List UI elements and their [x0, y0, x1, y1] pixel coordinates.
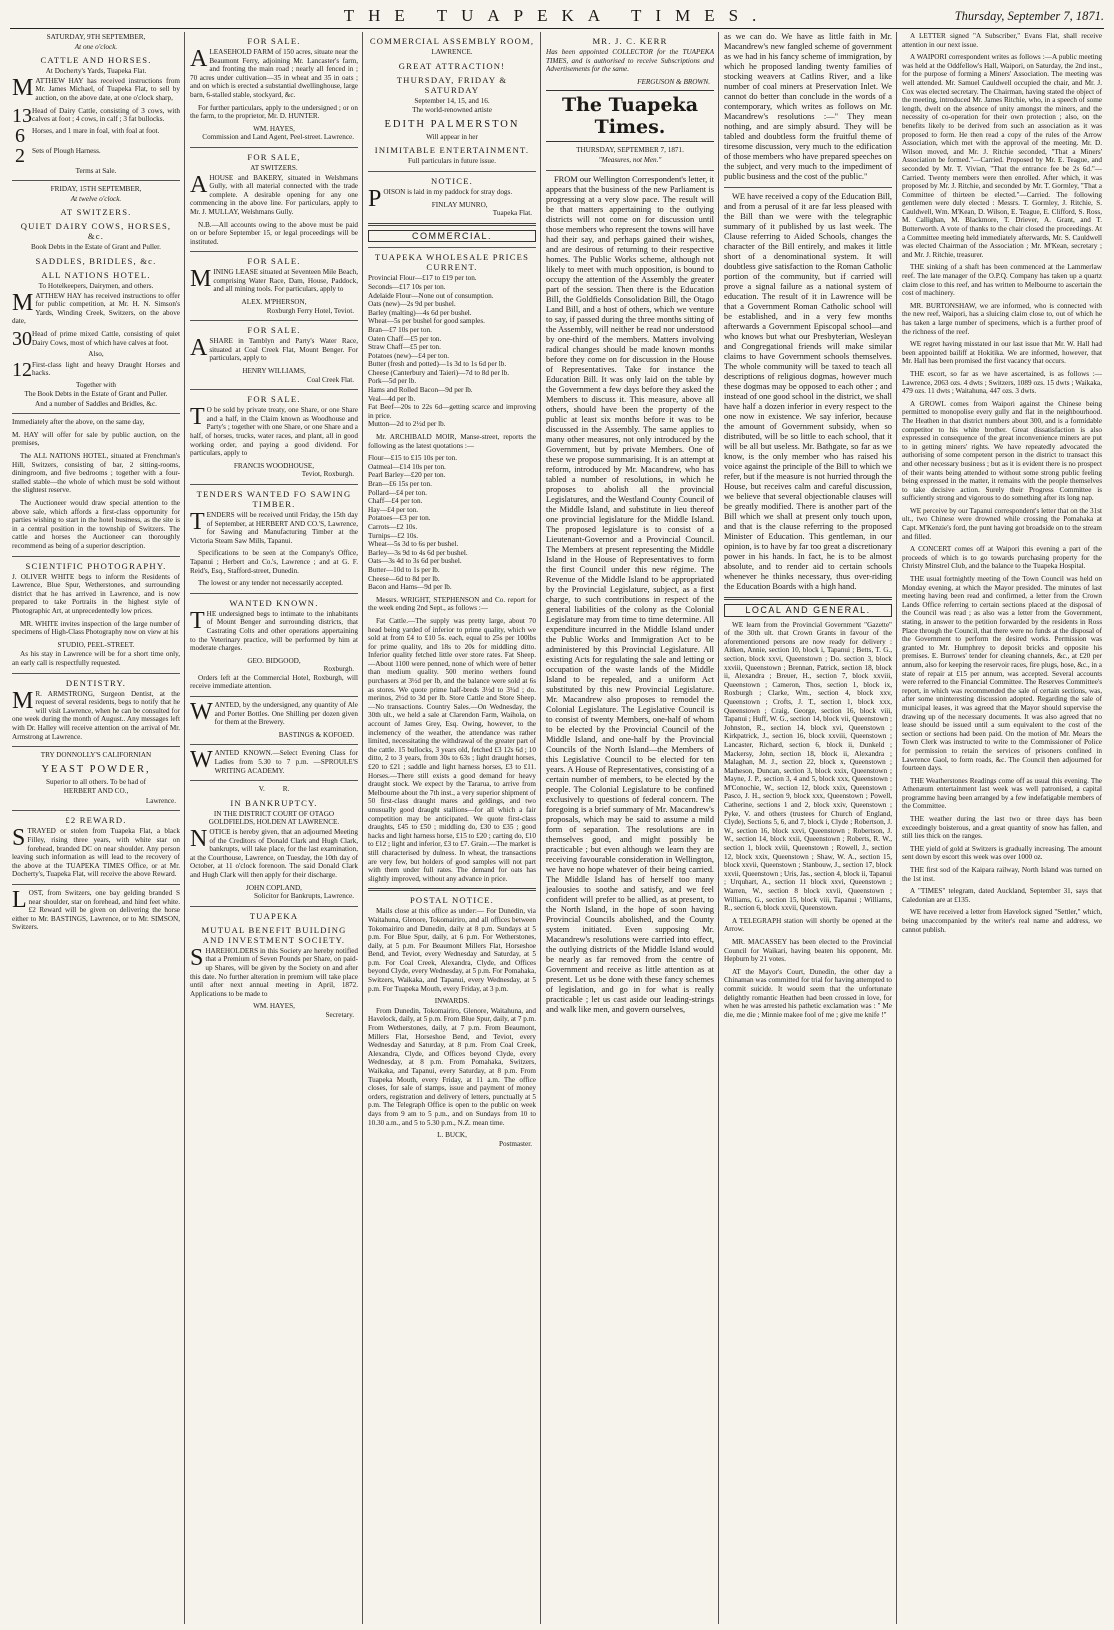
stock-report: Fat Cattle.—The supply was pretty large, about 70 head being yarded of inferior to prime quality, which we sold at from £4 to £10 5s. each, equal to 25s per 100lbs for prime quality, and 18s to 20s for middling ditto. Inferior quality fetched little over store rates. Fat Sheep.—About 1100 were penned, none of which were of better than medium quality. 500 merino wethers found purchasers at 3½d per lb, and the balance were sold at 6s as stores. We quote prime half-breds 3½d to 3¾d ; do. merinos, 2½d to 3d per lb. Store Cattle and Store Sheep.—No transactions. Country Sales.—On Wednesday, the 30th ult., we held a sale at Clarendon Farm, Waihola, on account of James Grey, Esq. Owing, however, to the inclemency of the weather, the attendance was rather limited, necessitating the withdrawal of the greater part of the cattle. 15 bullocks, 3 years old, fetched £3 12s 6d ; 10 ditto, 2 to 3 years, from 30s to 63s ; light draught horses, £20 to £21 ; saddle and light harness horses, £3 to £11. Horses.—There still exists a good demand for heavy draught stock. We expect by the Tararua, to arrive from Melbourne about the 7th inst., a very superior shipment of 50 first-class draught mares and geldings, and two unusually good draught stallions—for all which a fair competition may be anticipated. We quote first-class draughts, £45 to £50 ; middling do, £30 to £35 ; good hacks and light harness horse, £15 to £20 ; carting do, £10 to £12 ; light and inferior, £3 to £7. Grain.—The market is still characterised by dulness. In wheat, the transactions are very few, but holders of good samples will not part with them under full rates. The demand for oats has slightly improved, without any advance in price.	[368, 616, 536, 883]
ad-signature: FERGUSON & BROWN.	[637, 77, 710, 86]
ad-body: ALEASEHOLD FARM of 150 acres, situate near the Beaumont Ferry, adjoining Mr. Lancaster's farm, and fronting the main road ; nearly all fenced in ; 70 acres under cultivation—35 in wheat and 35 in oats ; and on which is erected a substantial dwellinghouse, large barn, 6-stalled stable, stockyard, &c.	[190, 46, 358, 99]
price-row: Turnips—£2 10s.	[368, 531, 419, 540]
divider	[12, 180, 180, 181]
column-rule	[896, 32, 897, 1624]
ad-body: Orders left at the Commercial Hotel, Roxburgh, will receive immediate attention.	[190, 673, 358, 691]
price-list	[368, 454, 536, 592]
tenders-ad	[190, 489, 358, 588]
assembly-room-ad	[368, 36, 536, 166]
poison-notice	[368, 176, 536, 218]
ad-body: SHAREHOLDERS in this Society are hereby notified that a Premium of Seven Pounds per Share, on paid-up Shares, will be given by the Society on and after this date. No further alteration in premium will take place until after next annual meeting in April, 1872. Applications to be made to	[190, 944, 358, 998]
ad-heading: FOR SALE.	[247, 325, 301, 336]
lost-horse-ad: LOST, from Switzers, one bay gelding branded S near shoulder, star on forehead, and hind feet white. £2 Reward will be given on delivering the horse either to Mr. BASTINGS, Lawrence, or to Mr. SIMSON, Switzers.	[12, 887, 180, 932]
ad-body: Full particulars in future issue.	[407, 157, 497, 166]
price-row: Adelaide Flour—None out of consumption.	[368, 291, 494, 300]
editorial-date: THURSDAY, SEPTEMBER 7, 1871.	[576, 146, 684, 155]
news-item: THE yield of gold at Switzers is gradually increasing. The amount sent down by escort this week was over 1000 oz.	[902, 844, 1102, 862]
price-row: Potatoes—£3 per ton.	[368, 514, 431, 523]
news-item: THE first sod of the Kaipara railway, North Island was turned on the 1st inst.	[902, 866, 1102, 883]
price-row: Potatoes (new)—£4 per ton.	[368, 351, 450, 360]
price-row: Wheat—5s 3d to 6s per bushel.	[368, 540, 459, 549]
news-item: THE sinking of a shaft has been commenced at the Lammerlaw reef. The late manager of the O.P.Q. Company has taken up a quartz claim close to this reef, and has written to Melbourne to ascertain the cost of machinery.	[902, 263, 1102, 298]
ad-heading: MUTUAL BENEFIT BUILDING AND INVESTMENT SOCIETY.	[201, 924, 347, 945]
auction-date: FRIDAY, 15TH SEPTEMBER,	[50, 185, 142, 194]
lot-number: 2	[15, 144, 25, 167]
divider	[12, 746, 180, 747]
news-item: A GROWL comes from Waipori against the Chinese being permitted to monopolise every gully and flat in the neighbourhood. The Heathen in that district numbers about 300, and is a formidable competitor to his white brother. Great dissatisfaction is also expressed in consequence of the great inconvenience miners are put to in getting miners' rights. We have repeatedly advocated the authorising of some competent person in the district to transact this and other necessary business ; but as it is evident there is no prospect of their wants being attended to without some strong public feeling being expressed in the matter, it remains with the people themselves to take decisive action. Surely their Progress Committee is sufficiently strong and vigorous to do something after its long nap.	[902, 399, 1102, 503]
editorial-continuation: as we can do. We have as little faith in Mr. Macandrew's new fangled scheme of government as we had in his fancy scheme of immigration, by which he proposed landing twenty families of stocking weavers at Catlins River, and a like number of coal miners at Preservation Inlet. We cannot do better than conclude in the words of a contemporary, which writes as follows on Mr. Macandrew's resolutions :—" They mean nothing, and are simply absurd. They will be tabled and doubtless form the fruitful theme of tiresome discussion, very much to the edification of those members who have prepared speeches on the subject, and very much to the impediment of public business and the cost of the public."	[724, 32, 892, 181]
section-heading-commercial: COMMERCIAL.	[368, 230, 536, 243]
ad-heading: COMMERCIAL ASSEMBLY ROOM,	[369, 36, 535, 46]
divider	[190, 906, 358, 907]
ad-signature: FINLAY MUNRO,	[431, 200, 488, 209]
auction-place: AT SWITZERS.	[60, 207, 132, 218]
auction-date: SATURDAY, 9TH SEPTEMBER,	[46, 33, 146, 41]
building-society-notice	[190, 911, 358, 1020]
column-rule	[540, 32, 541, 1624]
wanted-known-vet	[190, 598, 358, 691]
divider	[368, 247, 536, 248]
issue-date: Thursday, September 7, 1871.	[954, 9, 1104, 23]
photography-ad	[12, 561, 180, 668]
ad-body: For further particulars, apply to the undersigned ; or on the farm, to the proprietor, Mr. D. HUNTER.	[190, 103, 358, 121]
divider	[190, 593, 358, 594]
price-row: Oaten Chaff—£5 per ton.	[368, 334, 442, 343]
ad-body: WANTED, by the undersigned, any quantity of Ale and Porter Bottles. One Shilling per dozen given for them at the Brewery.	[190, 699, 358, 727]
wholesale-prices	[368, 252, 536, 883]
ad-heading: NOTICE.	[430, 175, 474, 186]
postal-notice	[368, 895, 536, 1148]
ad-signature-detail: Commission and Land Agent, Peel-street. Lawrence.	[202, 133, 354, 142]
ad-body: TO be sold by private treaty, one Share, or one Share and a half, in the Claim known as Woodhouse and Party's ; together with one Share, or one Share and a half, of horses, trucks, water races, and plant, all in good working order, and paying a good dividend. For particulars, apply to	[190, 404, 358, 458]
price-row: Fat Beef—20s to 22s 6d—getting scarce and improving in price.	[368, 403, 536, 420]
ad-body: MINING LEASE situated at Seventeen Mile Beach, comprising Water Race, Dam, House, Paddock, and all mining tools. For particulars, apply to	[190, 266, 358, 294]
ad-heading: DENTISTRY.	[65, 677, 127, 688]
royal-cipher: V. R.	[258, 785, 290, 794]
divider	[190, 389, 358, 390]
price-row: Oats (new)—2s 9d per bushel.	[368, 300, 456, 309]
price-row: Mutton—2d to 2½d per lb.	[368, 420, 446, 429]
price-row: Barley (malting)—4s 6d per bushel.	[368, 308, 472, 317]
price-row: Bran—£6 15s per ton.	[368, 480, 432, 488]
price-row: Pollard—£4 per ton.	[368, 488, 427, 497]
auction-time: At twelve o'clock.	[70, 194, 122, 203]
for-sale-bakery	[190, 152, 358, 246]
ad-body: NOTICE is hereby given, that an adjourned Meeting of the Creditors of Donald Clark and Hugh Clark, bankrupts, will take place, for the last examination, at the Courthouse, Lawrence, on Tuesday, the 10th day of October, at 11 o'clock forenoon. The said Donald Clark and Hugh Clark will then apply for their discharge.	[190, 826, 358, 879]
ad-signature: WM. HAYES,	[253, 1002, 295, 1011]
ad-body: TENDERS will be received until Friday, the 15th day of September, at HERBERT AND CO.'S, Lawrence, for Sawing and Manufacturing Timber at the Victoria Steam Saw Mills, Tapanui.	[190, 508, 358, 545]
price-row: Chaff—£4 per ton.	[368, 497, 423, 506]
column-2	[190, 32, 358, 1622]
ad-heading: FOR SALE.	[247, 36, 301, 46]
auctioneer-note: The Auctioneer would draw special attention to the above sale, which affords a first-class opportunity for parties wishing to start in the hotel business, as the site is in a central position in the township of Switzers. The cattle and horses the Auctioneer can thoroughly recommend as being of a superior description.	[12, 499, 180, 550]
auction-heading: CATTLE AND HORSES.	[40, 55, 152, 66]
auction-subheading: Book Debts in the Estate of Grant and Puller.	[31, 243, 161, 252]
saddles-line: And a number of Saddles and Bridles, &c.	[35, 399, 157, 408]
lot-description: Horses, and 1 mare in foal, with foal at foot.	[32, 126, 160, 135]
news-item: THE usual fortnightly meeting of the Town Council was held on Monday evening, at which the Mayor presided. The minutes of last meeting having been read and confirmed, a letter from the Crown Lands Office referring to certain sections placed at the disposal of the Council was read ; as also was a letter from the Government, stating, in answer to the petition forwarded by the residents in Ross Place through the Council, that there were no funds at the disposal of the Government to perform the desired works. Permission was granted to Mr. Humphrey to deposit bricks and opposite his premises. E. Burrows' tender for cleaning channels, &c., at £20 per annum, also for keeping the reservoir races, fire plugs, hose, &c., in a state of repair at £15 per annum, was accepted. Several accounts were referred to the Financial Committee. The Reserves Committee's report, in which was recommended the sale of certain sections, was, after some uninteresting discussion adopted. Regarding the sale of municipal leases, it was agreed that the Mayor should supervise the drawing up of the necessary documents. It was also agreed that no lease should be issued until a sum equivalent to the cost of the section or sections had been paid. On the motion of Mr. Mears the Town Clerk was instructed to write to the Commissioner of Police for permission to retain the services of prisoners confined in Lawrence Gaol, to form roads, &c. The Council then adjourned for fourteen days.	[902, 575, 1102, 773]
auction-notice-cattle	[12, 33, 180, 175]
auction-notice-switzers	[12, 185, 180, 550]
lot-number: 12	[12, 358, 32, 381]
price-row: Bacon and Hams—9d per lb.	[368, 583, 452, 592]
news-item: WE have received a letter from Havelock signed "Settler," which, being unaccompanied by the writer's real name and address, we cannot publish.	[902, 908, 1102, 934]
lot-number: 13	[12, 104, 32, 127]
price-row: Oats—3s 4d to 3s 6d per bushel.	[368, 557, 462, 566]
report-intro: Mr. ARCHIBALD MOIR, Manse-street, reports the following as the latest quotations :—	[368, 433, 536, 450]
editorial-nameplate: The Tuapeka Times.	[546, 90, 714, 142]
lot-description: Head of prime mixed Cattle, consisting of quiet Dairy Cows, most of which have calves at foot.	[32, 329, 180, 347]
ad-signature: GEO. BIDGOOD,	[247, 656, 301, 665]
lot-number: 6	[15, 124, 25, 147]
mails-outward: Mails close at this office as under:— For Dunedin, via Waitahuna, Glenore, Tokomairiro, and all offices between Tokomairiro and Dunedin, daily at 8 p.m. Sundays at 5 p.m. For Blue Spur, daily, at 6 p.m. For Wetherstones, daily, at 5 p.m. For Beaumont Millers Flat, Horseshoe Bend, and Teviot, every Wednesday and Saturday, at 5 p.m. For Coal Creek, Alexandra, Clyde, and Offices beyond Clyde, every Wednesday, at 5 p.m. For Pomahaka, Switzers, Waikaka, and Tapanui, every Wednesday, at 5 p.m. For Tuapeka Mouth, every Friday, at 3 p.m.	[368, 907, 536, 993]
ad-heading: WANTED KNOWN.	[229, 597, 319, 608]
editorial-motto: "Measures, not Men."	[598, 155, 662, 164]
price-row: Butter (fresh and potted)—1s 3d to 1s 6d per lb.	[368, 360, 507, 369]
auction-terms: Terms at Sale.	[75, 166, 117, 175]
auction-body: MATTHEW HAY has received instructions to offer for public competition, at Mr. H. N. Simson's Yards, Winding Creek, Switzers, on the above date,	[12, 289, 180, 326]
ad-signature-detail: Secretary.	[325, 1010, 354, 1019]
news-item: THE weather during the last two or three days has been exceedingly boisterous, and a great quantity of snow has fallen, and still lies thick on the ranges.	[902, 815, 1102, 841]
inwards-heading: INWARDS.	[434, 997, 470, 1006]
ad-body: Specifications to be seen at the Company's Office, Tapanui ; Herbert and Co.'s, Lawrence ; and at G. F. Reid's, Esq., Stafford-street, Dunedin.	[190, 549, 358, 575]
report-intro: Messrs. WRIGHT, STEPHENSON and Co. report for the week ending 2nd Sept., as follows :—	[368, 595, 536, 613]
news-item: MR. BURTONSHAW, we are informed, who is connected with the new reef, Waipori, has a sluicing claim close to, out of which he has taken a large number of specimens, which is a further proof of the richness of the reef.	[902, 301, 1102, 336]
divider	[724, 187, 892, 188]
for-sale-farm	[190, 36, 358, 142]
after-line: Immediately after the above, on the same day,	[12, 418, 145, 427]
bankruptcy-notice	[190, 785, 358, 901]
divider	[368, 888, 536, 891]
ad-signature-detail: Solicitor for Bankrupts, Lawrence.	[254, 892, 354, 901]
ad-body: J. OLIVER WHITE begs to inform the Residents of Lawrence, Blue Spur, Wetherstones, and surrounding district that he has arrived in Lawrence, and is now prepared to take Portraits in the highest style of Photographic Art, at unprecedentedly low prices.	[12, 572, 180, 615]
price-row: Cheese—6d to 8d per lb.	[368, 574, 440, 583]
divider	[190, 320, 358, 321]
divider	[190, 484, 358, 485]
price-row: Butter—10d to 1s per lb.	[368, 565, 440, 574]
ad-signature-detail: Tuapeka Flat.	[492, 209, 532, 218]
divider	[368, 223, 536, 226]
collector-notice	[546, 36, 714, 86]
ad-body: THE undersigned begs to intimate to the inhabitants of Mount Benger and surrounding districts, that Castrating Colts and other operations appertaining to the Veterinary practice, will be performed by him at moderate charges.	[190, 607, 358, 653]
auction-time: At one o'clock.	[74, 42, 118, 51]
for-sale-water-race	[190, 325, 358, 384]
ad-body: Will appear in her	[426, 132, 478, 141]
news-item: MR. MACASSEY has been elected to the Provincial Council for Waikari, having beaten his opponent, Mr. Hepburn by 21 votes.	[724, 937, 892, 964]
ad-heading: FOR SALE.	[247, 256, 301, 267]
price-row: Carrots—£2 10s.	[368, 522, 418, 531]
for-sale-mining-lease	[190, 256, 358, 315]
auction-body: MATTHEW HAY has received instructions from Mr. James Michael, of Tuapeka Flat, to sell by auction, on the above date, at one o'clock sharp,	[12, 74, 180, 102]
divider	[190, 696, 358, 697]
auction-heading: ALL NATIONS HOTEL.	[41, 269, 151, 280]
column-4	[546, 32, 714, 1622]
divider	[724, 597, 892, 600]
ad-heading: SCIENTIFIC PHOTOGRAPHY.	[25, 560, 167, 571]
ad-subheading: LAWRENCE.	[431, 48, 473, 56]
ad-signature-detail: Teviot, Roxburgh.	[301, 470, 354, 479]
lot-item	[12, 144, 180, 167]
masthead	[10, 6, 1104, 29]
ad-signature-detail: Roxburgh Ferry Hotel, Teviot.	[266, 306, 354, 315]
performance-days: THURSDAY, FRIDAY & SATURDAY	[396, 74, 508, 95]
news-item: THE escort, so far as we have ascertained, is as follows :—Lawrence, 2063 ozs. 4 dwts ; Switzers, 1089 ozs. 15 dwts ; Waikaka, 479 ozs. 11 dwts ; Waitahuna, 447 ozs. 3 dwts.	[902, 369, 1102, 396]
ad-signature-detail: Coal Creek Flat.	[306, 375, 354, 384]
ad-heading: GREAT ATTRACTION!	[398, 60, 506, 71]
column-5	[724, 32, 892, 1622]
ad-heading: MR. J. C. KERR	[592, 36, 668, 46]
also-label: Also,	[88, 349, 104, 358]
divider	[12, 673, 180, 674]
price-row: Flour—£15 to £15 10s per ton.	[368, 454, 458, 463]
news-item: A TELEGRAPH station will shortly be opened at the Arrow.	[724, 916, 892, 934]
price-row: Wheat—5s per bushel for good samples.	[368, 317, 485, 326]
ad-body: MR. ARMSTRONG, Surgeon Dentist, at the request of several residents, begs to notify that he will visit Lawrence, when he can be consulted for one week during the month of August.. Any messages left with Dr. Halley will receive attention on the arrival of Mr. Armstrong at Lawrence.	[12, 687, 180, 741]
for-sale-claim-share	[190, 394, 358, 479]
ad-signature: FRANCIS WOODHOUSE,	[233, 461, 315, 470]
ad-tagline: TRY DONNOLLY'S CALIFORNIAN	[40, 751, 152, 760]
auction-audience: To Hotelkeepers, Dairymen, and others.	[38, 281, 154, 290]
ad-heading: TUAPEKA	[249, 910, 299, 921]
ad-signature-detail: Postmaster.	[499, 1139, 532, 1148]
price-row: Provincial Flour—£17 to £19 per ton.	[368, 274, 477, 283]
ad-signature: HENRY WILLIAMS,	[242, 367, 306, 376]
ad-body: AHOUSE and BAKERY, situated in Welshmans Gully, with all material connected with the trade complete. A desirable opening for any one commencing in the above line. For particulars, apply to Mr. J. MULLAY, Welshmans Gully.	[190, 171, 358, 216]
newspaper-title: THE TUAPEKA TIMES.	[343, 6, 771, 25]
column-6	[902, 32, 1102, 1622]
ad-heading: FOR SALE.	[247, 394, 301, 405]
ad-body: STRAYED or stolen from Tuapeka Flat, a black Filley, rising three years, with white star on forehead, branded DC on near shoulder. Any person leaving such information as will lead to the recovery of the above at the TUAPEKA TIMES Office, or at Mr. Docherty's, Tuapeka Flat, will receive the above Reward.	[12, 825, 180, 879]
ad-signature: L. BUCK,	[437, 1131, 467, 1140]
divider	[190, 147, 358, 148]
price-list	[368, 274, 536, 429]
news-item: A CONCERT comes off at Waipori this evening a part of the proceeds of which is to go towards purchasing property for the Christy Minstrel Club, and the balance to the Tuapeka Hospital.	[902, 545, 1102, 571]
ad-signature: JOHN COPLAND,	[246, 883, 302, 892]
artiste-name: EDITH PALMERSTON	[384, 118, 520, 130]
yeast-powder-ad	[12, 751, 180, 805]
column-rule	[718, 32, 719, 1624]
firm-town: Lawrence.	[145, 796, 176, 805]
ad-body: Has been appointed COLLECTOR for the TUAPEKA TIMES, and is authorised to receive Subscriptions and Advertisements for the same.	[546, 48, 714, 74]
ad-body: Superior to all others. To be had of	[46, 777, 146, 786]
ad-heading: IN BANKRUPTCY.	[230, 797, 318, 808]
divider	[12, 556, 180, 557]
price-row: Pearl Barley—£20 per ton.	[368, 471, 446, 480]
divider	[190, 251, 358, 252]
mails-inward: From Dunedin, Tokomairiro, Glenore, Waitahuna, and Havelock, daily, at 5 p.m. From Blue Spur, daily, at 7 p.m. From Wetherstones, daily, at 7 p.m. From Beaumont, Millers Flat, Horseshoe Bend, and Teviot, every Wednesday and Saturday, at 8 p.m. From Coal Creek, Alexandra, Clyde, and Offices beyond Clyde, every Wednesday, at 8 p.m. From Pomahaka, Switzers, Waikaka, and Tapanui, every Saturday, at 8 p.m. From Tuapeka Mouth, every Friday, at 11 a.m. The office closes, for sale of stamps, issue and payment of money orders, registration and delivery of letters, punctually at 5 p.m. The Telegraph Office is open to the public on week days from 9 am to 5 p.m., and on Sundays from 10 to 10.30 a.m., and 5 to 5.30 p.m., N.Z. mean time.	[368, 1006, 536, 1127]
divider	[368, 171, 536, 172]
news-item: AT the Mayor's Court, Dunedin, the other day a Chinaman was committed for trial for having attempted to commit suicide. It would seem that the unfortunate delightly romantic Heathen had been crossed in love, for when he was arrested his pathetic exclamation was : " Me die, me die ; Minnie makee fool of me ; give me knife !"	[724, 967, 892, 1019]
ad-signature-detail: Roxburgh.	[323, 665, 354, 674]
auction-place: At Docherty's Yards, Tuapeka Flat.	[45, 67, 147, 76]
ad-heading: TENDERS WANTED FO SAWING TIMBER.	[196, 488, 352, 509]
column-1	[12, 32, 180, 1622]
section-heading-local-general: LOCAL AND GENERAL.	[724, 604, 892, 617]
performance-dates: September 14, 15, and 16.	[414, 96, 490, 105]
ad-body: The world-renowned artiste	[412, 106, 492, 115]
price-row: Barley—3s 9d to 4s 6d per bushel.	[368, 548, 468, 557]
lot-description: Sets of Plough Harness.	[32, 146, 101, 155]
price-row: Bran—£7 10s per ton.	[368, 325, 432, 334]
news-item: WE perceive by our Tapanui correspondent's letter that on the 31st ult., two Chinese were drowned while crossing the Pomahaka at Capt. M'Kenzie's ford, the punt having got broadside on to the stream and filled.	[902, 506, 1102, 541]
offer-line: M. HAY will offer for sale by public auction, on the premises,	[12, 430, 180, 448]
court-name: IN THE DISTRICT COURT OF OTAGO GOLDFIELDS, HOLDEN AT LAWRENCE.	[208, 809, 340, 827]
education-bill-article: WE have received a copy of the Education Bill, and from a perusal of it are far less pleased with the Bill than we were with the telegraphic summary of it published by us last week. The Clause referring to Aided Schools, changes the character of the Bill entirely, and makes it little short of a denominational system. It will doubtless give satisfaction to the Roman Catholic portion of the community, but if carried will prove a signal failure as a national system of education. The result of it in Lawrence will be that a Government Roman Catholic school will be established, and in a very few months afterwards a Government Episcopal school—and who knows but what our Presbyterian, Wesleyan and Congregational friends will make similar claims to have Government schools themselves. The whole community will be taxed to teach all descriptions of religious dogmas, however much these dogmas may be opposed to each other ; and instead of one good school in the district, we shall have half a dozen inferior in every respect to the one now in existence. We say inferior, because the amount of Government subsidy, when so distributed, will be so little to each school, that it will be all but useless. Mr. Bathgate, so far as we know, is the only member who has raised his voice against the principle of the Bill to which we refer, but if the measure is not hurried through the House, but receives calm and careful discussion, we believe that several objectionable clauses will be greatly modified. There is another part of the Bill which we shall at present only touch upon, and that is the clause referring to the proposed Minister of Education. This gentleman, in our opinion, is to have by far too great a discretionary power in his hands. In fact, he is to be almost absolute, and to render aid to certain schools whenever he thinks necessary, thus over-riding the Education Boards with a high hand.	[724, 192, 892, 591]
divider	[546, 170, 714, 171]
news-item: A LETTER signed "A Subscriber," Evans Flat, shall receive attention in our next issue.	[902, 32, 1102, 49]
prices-heading: TUAPEKA WHOLESALE PRICES CURRENT.	[374, 252, 530, 273]
column-3	[368, 32, 536, 1622]
wanted-bottles	[190, 701, 358, 739]
lot-description: Head of Dairy Cattle, consisting of 3 cows, with calves at foot ; 4 cows, in calf ; 3 fat bullocks.	[32, 106, 180, 124]
ad-body: ASHARE in Tamblyn and Party's Water Race, situated at Coal Creek Flat, Mount Benger. For particulars, apply to	[190, 335, 358, 363]
reward-ad	[12, 815, 180, 879]
ad-signature: BASTINGS & KOFOED.	[278, 730, 354, 739]
lot-item	[12, 358, 180, 381]
news-item: A "TIMES" telegram, dated Auckland, September 31, says that Caledonian are at £135.	[902, 887, 1102, 904]
news-item: WE learn from the Provincial Government "Gazette" of the 30th ult. that Crown Grants in favour of the aforementioned persons are now ready for delivery : Aitken, Annie, section 10, block i, Tapanui ; Betts, T. G., section, block xxvi, Queenstown ; Do. section 3, block xxviii, Queenstown ; Brennan, Patrick, section 18, block ii, Alexandra ; Breuer, H., section 7, block xxviii, Queenstown ; Cameron, Thos, section 1, block ix, Roxburgh ; Clarke, Wm., section 4, block xxv, Queenstown ; Crofts, J. T., section 1, block xxx, Queenstown ; Craig, George, section 16, block viii, Tapanui ; Huff, W. G., section 14, block vii, Queenstown ; Johnston, R., section 14, block xvi, Queenstown ; Kirkpatrick, J., section 16, block xxviii, Queenstown ; Lancaster, Richard, section 6, block ii, Dunkeld ; Mackersy, John, section 18, block ii, Alexandra ; Malaghan, M. J., section 22, block x, Queenstown ; Matheson, Duncan, section 3, block xxix, Queenstown ; Mayne, J. P., section 3, 4 and 5, block xxx, Queenstown ; M'Conochie, W., section 12, block xxix, Queenstown ; Pasco, J. H., section 9, block xxx, Queenstown ; Powell, Catherine, sections 1 and 2, block xxiv, Queenstown ; Pyke, V. and others (trustees for Church of England, Clyde), Sections 5, 6, and 7, block i, Clyde ; Robertson, J. W., section 16, block xxvi, Queenstown ; Robertson, J. W., section 14, block xxii, Queenstown ; Roberts, R. W., section 1, block xviii, Queenstown ; Rowell, J., section 12, block xxix, Queenstown ; Shaw, W. A., section 15, block xxvii, Queenstown ; Stanbouw, J., section 17, block xxvii, Queenstown ; Uris, Jas., section 4, block ii, Tapanui ; Urquhart, A., section 11 block xxvi, Queenstown ; Warren, W., section 8 block xxvii, Queenstown ; Williams, G., section 15, block viii, Tapanui ; Williams, R., section 6, block xxvii, Queenstown.	[724, 620, 892, 913]
divider	[12, 810, 180, 811]
lot-item	[12, 124, 180, 147]
ad-signature: ALEX. M'PHERSON,	[241, 298, 307, 307]
price-row: Pork—5d per lb.	[368, 377, 417, 386]
auction-heading: QUIET DAIRY COWS, HORSES, &c.	[20, 221, 172, 242]
lot-description: First-class light and heavy Draught Horses and hacks.	[32, 360, 180, 378]
ad-body: POISON is laid in my paddock for stray dogs.	[368, 185, 513, 212]
ad-heading: YEAST POWDER,	[41, 763, 151, 775]
news-item: THE Weatherstones Readings come off as usual this evening. The Athenæum entertainment last week was well patronised, a capital programme having been arranged by a few indefatigable members of the Committee.	[902, 776, 1102, 811]
column-rule	[184, 32, 185, 1624]
lot-number: 30	[12, 327, 32, 350]
price-row: Oatmeal—£14 10s per ton.	[368, 462, 446, 471]
entertainment-title: INIMITABLE ENTERTAINMENT.	[374, 145, 530, 156]
ad-note: N.B.—All accounts owing to the above must be paid on or before September 15, or legal proceedings will be instituted.	[190, 220, 358, 246]
divider	[12, 413, 180, 414]
news-item: A WAIPORI correspondent writes as follows :—A public meeting was held at the Oddfellow's Hall, Waipori, on Saturday, the 2nd inst., for the purpose of forming a Miners' Association. The meeting was well attended. Mr. Samuel Cauldwell occupied the chair, and Mr. J. Cox was elected secretary. The Chairman, having stated the object of the meeting, introduced Mr. James Ritchie, who, in a speech of some length, dwelt on the absence of unity amongst the miners, and the necessity of co-operation for their own protection ; also, on the benefits likely to be derived from such an association as it was proposed to form. He then read a copy of the rules of the Arrow Association, which met with the approval of the meeting. Mr. D. Wilson moved, and Mr. J. Ritchie seconded, "That a Miners' Association be formed."—Carried. Proposed by Mr. E. Teague, and seconded by Mr. T. Vivian, "That the entrance fee be 2s 6d."—Carried. Twenty members were then enrolled. After which, it was proposed by Mr. J. Ritchie, and seconded by Mr. T. Gormley, "That a Committee of thirteen be elected."—Carried. The following gentlemen were duly elected : Messrs. T. Gormley, J. Ritchie, S. Cauldwell, Wm. M'Kean, D. Wilson, E. Teague, E. Clifford, S. Ross, M. Callighan, M. Blackmore, T. Driever, A. Grant, and T. Butterworth. A vote of thanks to the chair closed the proceedings. At a Committee meeting held immediately afterwards, Mr. S. Cauldwell was elected Chairman of the Association ; Mr. M'Kean, secretary ; and Mr. J. Ritchie, treasurer.	[902, 53, 1102, 259]
ad-body: The lowest or any tender not necessarily accepted.	[198, 579, 343, 588]
firm-name: HERBERT AND CO.,	[63, 787, 129, 796]
column-rule	[362, 32, 363, 1624]
ad-signature: WM. HAYES,	[253, 124, 295, 133]
price-row: Straw Chaff—£5 per ton.	[368, 343, 441, 352]
ad-heading: £2 REWARD.	[65, 815, 127, 826]
writing-academy-ad: WANTED KNOWN.—Select Evening Class for Ladies from 5.30 to 7 p.m. —SPROULE'S WRITING ACADEMY.	[190, 747, 358, 775]
book-debts: The Book Debts in the Estate of Grant and Puller.	[24, 390, 168, 399]
hotel-description: The ALL NATIONS HOTEL, situated at Frenchman's Hill, Switzers, consisting of bar, 2 sitting-rooms, diningroom, and five bedrooms ; together with a four-stalled stable—the whole of which must be sold without the slightest reserve.	[12, 452, 180, 495]
price-row: Hay—£4 per ton.	[368, 505, 419, 514]
price-row: Seconds—£17 10s per ton.	[368, 282, 446, 291]
ad-subheading: AT SWITZERS.	[250, 163, 298, 172]
studio-name: STUDIO, PEEL-STREET.	[57, 640, 135, 649]
divider	[190, 780, 358, 781]
editorial-article: FROM our Wellington Correspondent's letter, it appears that the business of the new Parliament is progressing at a very slow pace. The result will be that matters appertaining to the outlying districts will not come on for discussion until those members who represent the towns will have had their say, and perhaps gained their wishes, and are desirous of returning to their respective homes. The Public Works scheme, although not likely to meet with much opposition, is bound to occupy the attention of the Assembly the greater part of the session. Then there is the Education Bill, the Goldfields Consolidation Bill, the Otago Land Bill, and a host of others, which we venture to say, if passed during the three months sitting of the Assembly, will neither be read nor understood by one-third of the members. Matters involving radical changes should be made known months before they come on for discussion in the House of Representatives. Take for instance the Education Bill. It was only laid on the table by the Government a few days before they asked the Members to discuss it. This measure, above all others, should have been the property of the public at least six months before it was to be discussed in the Assembly. The same applies to many other measures, not only introduced by the Government, but by private Members. One of these we propose summarising. It is an attempt at reform, introduced by Mr. Macandrew, who has tabled a number of resolutions, in which he proposes to abolish all the provincial Legislatures, and the Westland County Council of the Middle Island, and substitute in lieu thereof one provincial legislature for the Middle Island. The proposed legislature is to consist of a Lieutenant-Governor and a Provincial Council. The Members at present representing the Middle Island in the House of Representatives to form the first Council under this new régime. The Revenue of the Middle Island to be appropriated by the Provincial Legislature, subject, as a first charge, to such contributions in respect of the general liabilities of the colony as the Colonial Legislature may from time to time determine. All expenditure incurred in the Middle Island under the Public Works and Immigration Act to be administered by this Provincial Legislature. All existing Acts for regulating the sale and letting or occupation of the waste lands of the Middle Island to be repealed, and a uniform Act substituted by this new Provincial Legislature. Mr. Macandrew also proposes to remodel the Colonial Legislature. The Legislative Council is to consist of twenty Members, one-half of whom to be elected by the Provincial Council of the Middle Island, and one-half by the Provincial Councils of the North Island—the Members of this Legislative Council to be elected for ten years. A House of Representatives, consisting of a certain number of members, to be elected by the people. The Colonial Legislature to be confined exclusively to questions of federal concern. The foregoing is a brief summary of Mr. Macandrew's proposals, which may be said to assume a mild form of separation. The resolutions are in themselves good, and might possibly be practicable ; but even although we learn they are receiving favourable consideration in Wellington, we have no hope whatever of their being carried. The Middle Island has of herself too many jealousies to soothe and satisfy, and we feel confident will prefer to be allied, as at present, to the North Island, in the hope of soon having Provincial Councils abolished, and the County system initiated. Even supposing Mr. Macandrew's resolutions were carried into effect, the outlying districts of the Middle Island would be nearly as far removed from the centre of Government and receive as little attention as at present. Let us be done with these fancy schemes of legislation, and go in for what is really practicable ; let us cast aside our leading-strings and walk like men, and govern ourselves,	[546, 174, 714, 1014]
price-row: Hams and Rolled Bacon—9d per lb.	[368, 386, 473, 395]
ad-heading: POSTAL NOTICE.	[409, 895, 495, 906]
divider	[190, 744, 358, 745]
auction-heading: SADDLES, BRIDLES, &c.	[35, 255, 157, 266]
dentistry-ad	[12, 678, 180, 742]
lot-item	[12, 104, 180, 127]
lot-item	[12, 327, 180, 350]
ad-body: As his stay in Lawrence will be for a short time only, an early call is respectfully requested.	[12, 650, 180, 667]
price-row: Veal—4d per lb.	[368, 394, 416, 403]
ad-heading: FOR SALE,	[247, 151, 301, 162]
ad-body: MR. WHITE invites inspection of the large number of specimens of High-Class Photography now on view at his	[12, 619, 180, 637]
divider	[12, 884, 180, 885]
price-row: Cheese (Canterbury and Taieri)—7d to 8d per lb.	[368, 368, 510, 377]
together-label: Together with	[75, 380, 116, 389]
news-item: WE regret having misstated in our last issue that Mr. W. Hall had been appointed bailiff at Hokitika. We are informed, however, that Mr. Hall has been promised the first vacancy that occurs.	[902, 340, 1102, 366]
